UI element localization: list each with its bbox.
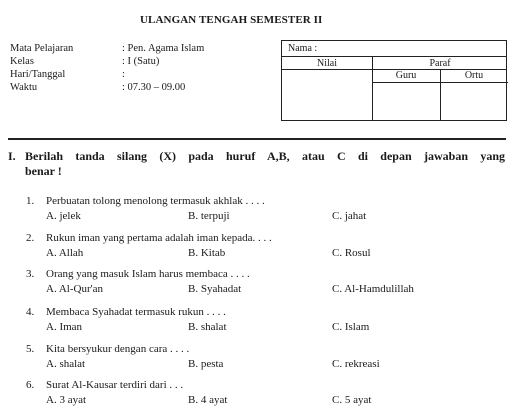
info-label: Hari/Tanggal [10, 69, 66, 80]
question-number: 5. [26, 343, 35, 355]
info-row-time [10, 81, 204, 94]
option-b[interactable]: B. pesta [188, 358, 224, 370]
info-row-class [10, 55, 204, 68]
name-field[interactable]: Nama : [282, 41, 506, 57]
question-number: 6. [26, 379, 35, 391]
question-3 [26, 268, 414, 296]
question-1 [26, 195, 367, 223]
teacher-label: Guru [395, 70, 417, 81]
parent-label: Ortu [464, 70, 484, 81]
question-number: 3. [26, 268, 35, 280]
option-c[interactable]: C. Al-Hamdulillah [332, 283, 414, 295]
option-c[interactable]: C. Rosul [332, 247, 371, 259]
info-value: : Pen. Agama Islam [122, 43, 205, 54]
option-c[interactable]: C. Islam [332, 321, 370, 333]
question-number: 4. [26, 306, 35, 318]
question-text: Kita bersyukur dengan cara . . . . [46, 343, 190, 355]
instruction-line: benar ! [25, 164, 62, 178]
instruction-line: Berilah tanda silang (X) pada huruf A,B, atau C di depan jawaban yang [25, 149, 505, 163]
parent-signature-cell[interactable] [440, 83, 508, 121]
question-6 [26, 379, 372, 407]
question-text: Membaca Syahadat termasuk rukun . . . . [46, 306, 226, 318]
score-label: Nilai [317, 58, 337, 69]
exam-info [10, 42, 204, 94]
option-b[interactable]: B. 4 ayat [188, 394, 228, 406]
info-value: : I (Satu) [122, 56, 160, 67]
option-b[interactable]: B. Syahadat [188, 283, 242, 295]
option-c[interactable]: C. 5 ayat [332, 394, 372, 406]
score-box [281, 40, 507, 121]
option-a[interactable]: A. Iman [46, 321, 83, 333]
question-number: 2. [26, 232, 35, 244]
question-text: Rukun iman yang pertama adalah iman kepada. . . . [46, 232, 272, 244]
info-label: Mata Pelajaran [10, 43, 74, 54]
question-number: 1. [26, 195, 35, 207]
info-value: : [122, 69, 125, 80]
question-text: Orang yang masuk Islam harus membaca . . . . [46, 268, 250, 280]
info-label: Waktu [10, 82, 38, 93]
option-c[interactable]: C. rekreasi [332, 358, 380, 370]
option-a[interactable]: A. 3 ayat [46, 394, 87, 406]
section-number: I. [8, 149, 16, 163]
info-value: : 07.30 – 09.00 [122, 82, 186, 93]
option-b[interactable]: B. shalat [188, 321, 227, 333]
score-cell[interactable] [282, 71, 372, 121]
exam-title: ULANGAN TENGAH SEMESTER II [140, 14, 323, 26]
question-4 [26, 306, 370, 334]
teacher-signature-cell[interactable] [372, 83, 440, 121]
option-b[interactable]: B. Kitab [188, 247, 226, 259]
option-b[interactable]: B. terpuji [188, 210, 230, 222]
question-2 [26, 232, 371, 260]
option-c[interactable]: C. jahat [332, 210, 367, 222]
option-a[interactable]: A. jelek [46, 210, 81, 222]
option-a[interactable]: A. shalat [46, 358, 86, 370]
question-text: Perbuatan tolong menolong termasuk akhlak . . . . [46, 195, 265, 207]
signature-label: Paraf [429, 58, 451, 69]
info-label: Kelas [10, 56, 34, 67]
question-5 [26, 343, 380, 371]
section-divider [8, 138, 506, 140]
option-a[interactable]: A. Allah [46, 247, 84, 259]
question-text: Surat Al-Kausar terdiri dari . . . [46, 379, 184, 391]
info-row-date [10, 68, 204, 81]
info-row-subject [10, 42, 204, 55]
option-a[interactable]: A. Al-Qur'an [46, 283, 103, 295]
